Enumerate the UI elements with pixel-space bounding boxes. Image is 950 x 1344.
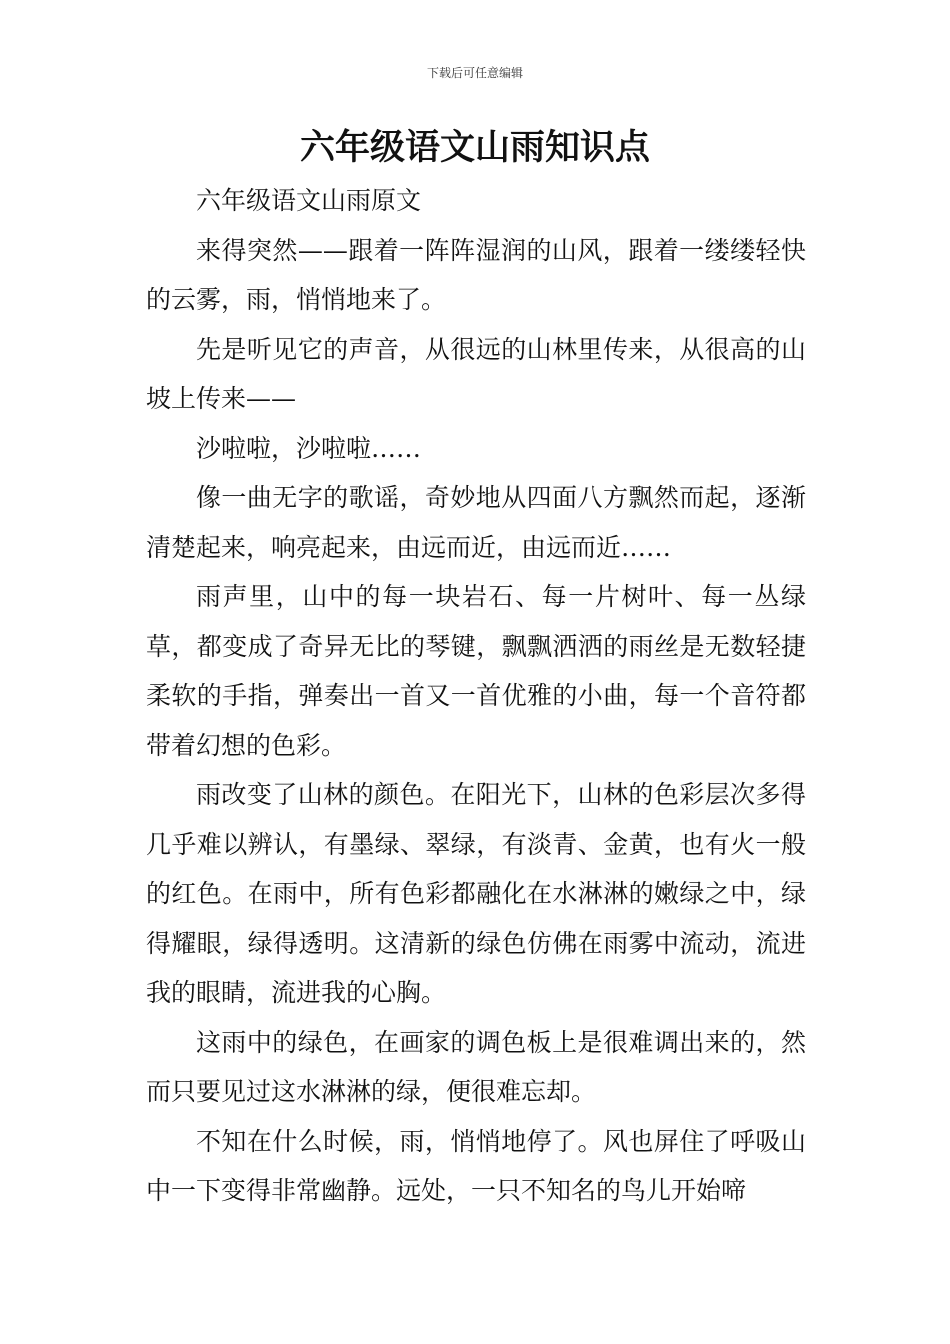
paragraph: 像一曲无字的歌谣，奇妙地从四面八方飘然而起，逐渐清楚起来，响亮起来，由远而近，由远而近…… bbox=[146, 483, 806, 562]
paragraph: 不知在什么时候，雨，悄悄地停了。风也屏住了呼吸山中一下变得非常幽静。远处，一只不知名的鸟儿开始啼 bbox=[146, 1126, 806, 1205]
paragraph: 这雨中的绿色，在画家的调色板上是很难调出来的，然而只要见过这水淋淋的绿，便很难忘却。 bbox=[146, 1027, 806, 1106]
paragraph-subtitle: 六年级语文山雨原文 bbox=[196, 186, 422, 215]
paragraph: 雨改变了山林的颜色。在阳光下，山林的色彩层次多得几乎难以辨认，有墨绿、翠绿，有淡青、金黄，也有火一般的红色。在雨中，所有色彩都融化在水淋淋的嫩绿之中，绿得耀眼，绿得透明。这清新的绿色仿佛在雨雾中流动，流进我的眼睛，流进我的心胸。 bbox=[146, 780, 806, 1007]
header-note: 下载后可任意编辑 bbox=[426, 66, 523, 80]
document-body bbox=[146, 176, 806, 1216]
paragraph: 雨声里，山中的每一块岩石、每一片树叶、每一丛绿草，都变成了奇异无比的琴键，飘飘洒洒的雨丝是无数轻捷柔软的手指，弹奏出一首又一首优雅的小曲，每一个音符都带着幻想的色彩。 bbox=[146, 582, 806, 760]
paragraph: 来得突然——跟着一阵阵湿润的山风，跟着一缕缕轻快的云雾，雨，悄悄地来了。 bbox=[146, 235, 806, 314]
paragraph: 先是听见它的声音，从很远的山林里传来，从很高的山坡上传来—— bbox=[146, 334, 806, 413]
document-title: 六年级语文山雨知识点 bbox=[299, 127, 650, 168]
paragraph: 沙啦啦，沙啦啦…… bbox=[196, 433, 422, 463]
